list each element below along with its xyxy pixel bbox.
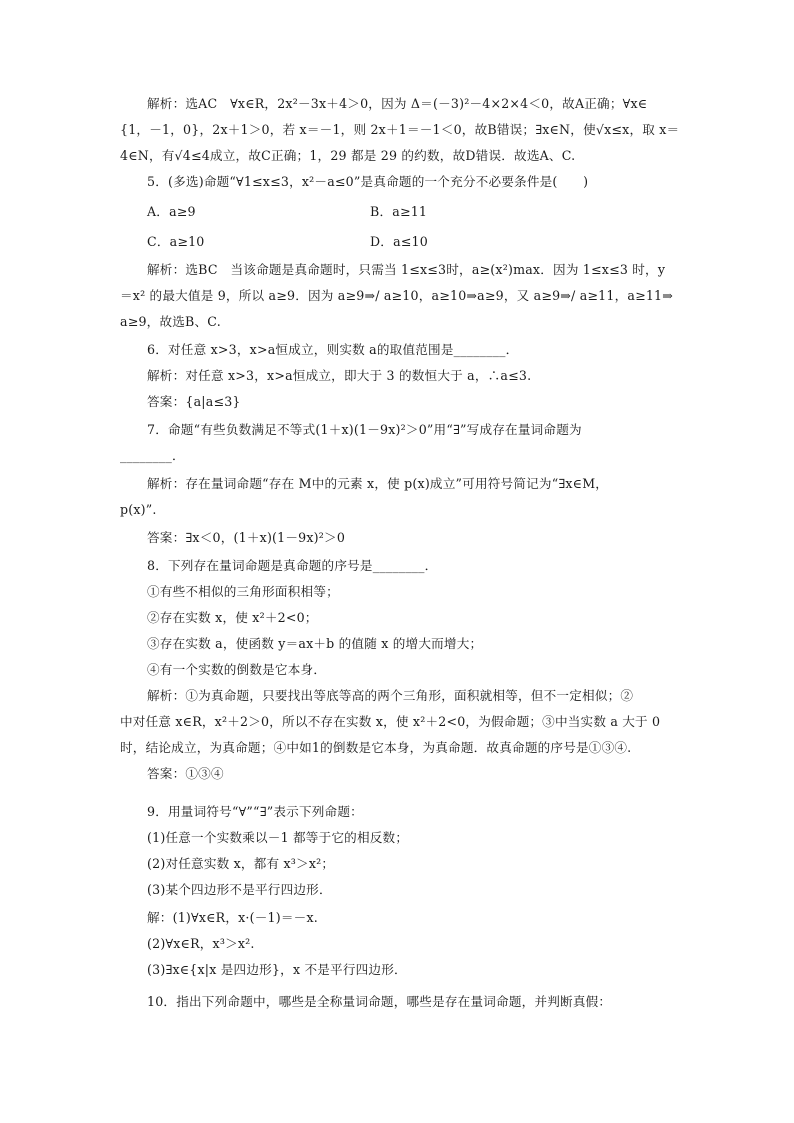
- question-8-item-4: ④有一个实数的倒数是它本身．: [147, 662, 327, 677]
- question-10: 10．指出下列命题中，哪些是全称量词命题，哪些是存在量词命题，并判断真假：: [147, 994, 612, 1009]
- solution-8-line-2: 中对任意 x∈R，x²＋2＞0，所以不存在实数 x，使 x²＋2<0，为假命题；③中当实数 a 大于 0: [120, 714, 661, 729]
- solution-4-line-2: {1，－1，0}，2x＋1＞0，若 x＝－1，则 2x＋1＝－1＜0，故B错误；∃x∈N，使√x≤x，取 x＝: [120, 122, 680, 137]
- solution-5-line-3: a≥9，故选B、C.: [120, 314, 221, 329]
- question-5: 5．(多选)命题“∀1≤x≤3，x²－a≤0”是真命题的一个充分不必要条件是( ): [147, 174, 589, 189]
- option-a: A．a≥9: [147, 204, 196, 219]
- question-6: 6．对任意 x>3，x>a恒成立，则实数 a的取值范围是________．: [147, 342, 519, 357]
- question-7-line-2: ________．: [120, 448, 185, 463]
- solution-9-line-1: 解：(1)∀x∈R，x·(－1)＝－x.: [147, 910, 318, 925]
- question-7-line-1: 7．命题“有些负数满足不等式(1＋x)(1－9x)²＞0”用“∃”写成存在量词命题为: [147, 422, 582, 437]
- question-9-item-1: (1)任意一个实数乘以－1 都等于它的相反数；: [147, 830, 409, 845]
- question-8-item-3: ③存在实数 a，使函数 y＝ax＋b 的值随 x 的增大而增大；: [147, 636, 483, 651]
- answer-7: 答案：∃x＜0，(1＋x)(1－9x)²＞0: [147, 530, 346, 545]
- question-9-item-3: (3)某个四边形不是平行四边形．: [147, 882, 332, 897]
- solution-8-line-1: 解析：①为真命题，只要找出等底等高的两个三角形，面积就相等，但不一定相似；②: [147, 688, 634, 703]
- solution-7-line-2: p(x)”.: [120, 502, 157, 517]
- solution-9-line-3: (3)∃x∈{x|x 是四边形}，x 不是平行四边形．: [147, 962, 407, 977]
- question-9: 9．用量词符号“∀”“∃”表示下列命题：: [147, 804, 363, 819]
- question-8-item-2: ②存在实数 x，使 x²＋2<0；: [147, 610, 318, 625]
- solution-8-line-3: 时，结论成立，为真命题；④中如1的倒数是它本身，为真命题．故真命题的序号是①③④.: [120, 740, 632, 755]
- solution-5-line-2: ＝x² 的最大值是 9，所以 a≥9．因为 a≥9⇒/ a≥10，a≥10⇒a≥9，又 a≥9⇒/ a≥11，a≥11⇒: [120, 288, 674, 303]
- solution-5-line-1: 解析：选BC 当该命题是真命题时，只需当 1≤x≤3时，a≥(x²)max．因为 1≤x≤3 时，y: [147, 262, 666, 277]
- answer-6: 答案：{a|a≤3}: [147, 394, 241, 409]
- question-9-item-2: (2)对任意实数 x，都有 x³＞x²；: [147, 856, 335, 871]
- option-d: D．a≤10: [370, 234, 428, 249]
- question-8-item-1: ①有些不相似的三角形面积相等；: [147, 584, 339, 599]
- option-b: B．a≥11: [370, 204, 428, 219]
- question-8: 8．下列存在量词命题是真命题的序号是________．: [147, 558, 438, 573]
- solution-9-line-2: (2)∀x∈R，x³＞x².: [147, 936, 255, 951]
- option-c: C．a≥10: [147, 234, 205, 249]
- solution-7-line-1: 解析：存在量词命题“存在 M中的元素 x，使 p(x)成立”可用符号简记为“∃x∈M，: [147, 476, 609, 491]
- solution-4-line-3: 4∈N，有√4≤4成立，故C正确；1，29 都是 29 的约数，故D错误．故选A、C.: [120, 148, 576, 163]
- solution-4-line-1: 解析：选AC ∀x∈R，2x²－3x＋4＞0，因为 Δ＝(－3)²－4×2×4＜0，故A正确；∀x∈: [147, 96, 648, 111]
- answer-8: 答案：①③④: [147, 766, 224, 781]
- solution-6: 解析：对任意 x>3，x>a恒成立，即大于 3 的数恒大于 a，∴a≤3.: [147, 368, 532, 383]
